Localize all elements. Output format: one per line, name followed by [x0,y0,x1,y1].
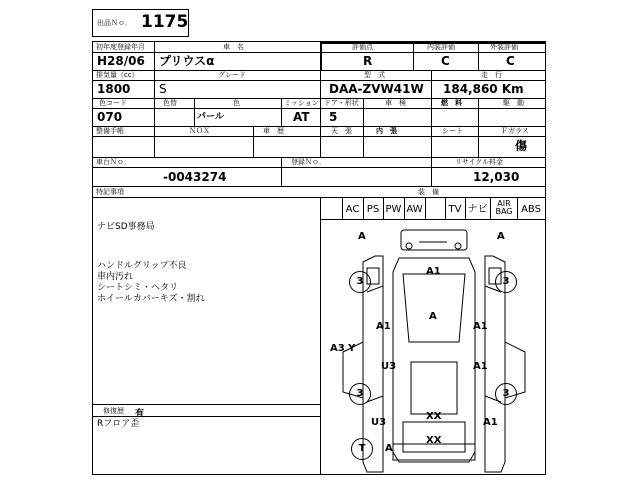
color-value: パール [197,112,224,122]
repair-label: 修復歴 [103,407,124,415]
equip-airbag: AIR BAG [495,199,513,217]
remark-line-1: ハンドルグリップ不良 [97,261,187,271]
interior2-label: 内 張 [376,127,397,135]
spare-tire: T [351,438,373,460]
remark-line-2: 車内汚れ [97,272,134,282]
mark-roof: A [429,311,437,322]
equip-aw: AW [406,204,423,215]
sunroof-label: 天 張 [331,127,352,135]
interior-value: C [441,54,450,68]
equipment-label: 装 備 [418,188,439,196]
remarks-label: 特記事項 [96,188,124,196]
tire-front-left: 3 [349,271,371,293]
mark-right-rear-door: A1 [473,361,488,372]
chassis-value: -0043274 [163,170,227,184]
mark-left-rear-door: U3 [381,361,397,372]
grade-value: S [159,82,167,96]
eval-score-label: 評価点 [352,43,373,51]
history-label: 車 歴 [263,127,284,135]
equip-ac: AC [345,204,360,215]
interior-label: 内装評価 [427,43,455,51]
remark-top: ナビSD事務局 [97,222,155,232]
doors-value: 5 [329,110,338,124]
year-reg-value: H28/06 [97,54,145,68]
repair-value: 有 [135,409,145,419]
equip-pw: PW [385,204,402,215]
equip-abs: ABS [521,204,541,215]
drive-label: 駆 動 [503,99,524,107]
reg-label: 登録Ｎｏ． [291,158,326,166]
vehicle-sheet [92,41,546,475]
displacement-value: 1800 [97,82,131,96]
car-name-value: プリウスα [159,54,215,68]
eval-score-value: R [363,54,373,68]
color-code-label: 色コード [99,99,127,107]
mark-rear-bumper-left: A [385,443,393,454]
mileage-label: 走 行 [481,71,502,79]
mileage-value: 184,860 Km [443,82,524,96]
lot-number: 1175 [141,12,189,32]
lot-number-box [92,9,189,37]
model-value: DAA-ZVW41W [329,82,424,96]
tire-rear-right: 3 [495,383,517,405]
displacement-label: 排気量（cc） [96,71,139,79]
tire-front-right: 3 [495,271,517,293]
nox-label: ＮＯＸ [189,127,210,135]
recycle-label: リサイクル料金 [455,158,504,166]
equip-tv: TV [448,204,462,215]
color-code-value: 070 [97,110,123,124]
mark-right-front-door: A1 [473,321,488,332]
mark-front-right: A [497,231,505,242]
equip-navi: ナビ [467,204,488,215]
mark-rear-left: U3 [371,417,387,428]
fuel-label: 燃 料 [441,99,462,107]
grade-label: グレード [218,71,246,79]
color-change-label: 色替 [163,99,177,107]
mark-hood: A1 [426,266,441,277]
car-name-label: 車 名 [223,43,244,51]
mark-rear-bumper: XX [426,435,442,446]
mark-back-door: XX [426,411,442,422]
lot-number-label: 出品Ｎｏ． [97,19,132,27]
fglass-label: Ｆガラス [501,127,529,135]
mark-front-left: A [358,231,366,242]
exterior-label: 外装評価 [490,43,518,51]
year-reg-label: 初年度登録年月 [96,43,145,51]
mission-value: AT [293,110,310,124]
chassis-label: 車台Ｎｏ． [96,158,131,166]
maint-label: 整備手帳 [96,127,124,135]
fglass-value: 傷 [515,139,528,153]
color-label: 色 [233,99,240,107]
tire-rear-left: 3 [349,383,371,405]
seat-label: シート [442,127,463,135]
equip-ps: PS [366,204,380,215]
remark-bottom: Rフロア歪 [97,419,140,429]
remark-line-3: シートシミ・ヘタリ [97,283,179,293]
model-label: 型 式 [364,71,385,79]
exterior-value: C [506,54,515,68]
remark-line-4: ホイールカバーキズ・割れ [97,294,205,304]
recycle-value: 12,030 [473,170,520,184]
mark-rear-right: A1 [483,417,498,428]
mark-left-pillar: A3 Y [330,343,356,354]
inspection-label: 車 検 [385,99,406,107]
mark-left-front-door: A1 [376,321,391,332]
mission-label: ミッション [284,99,319,107]
doors-label: ドア・形状 [324,99,359,107]
